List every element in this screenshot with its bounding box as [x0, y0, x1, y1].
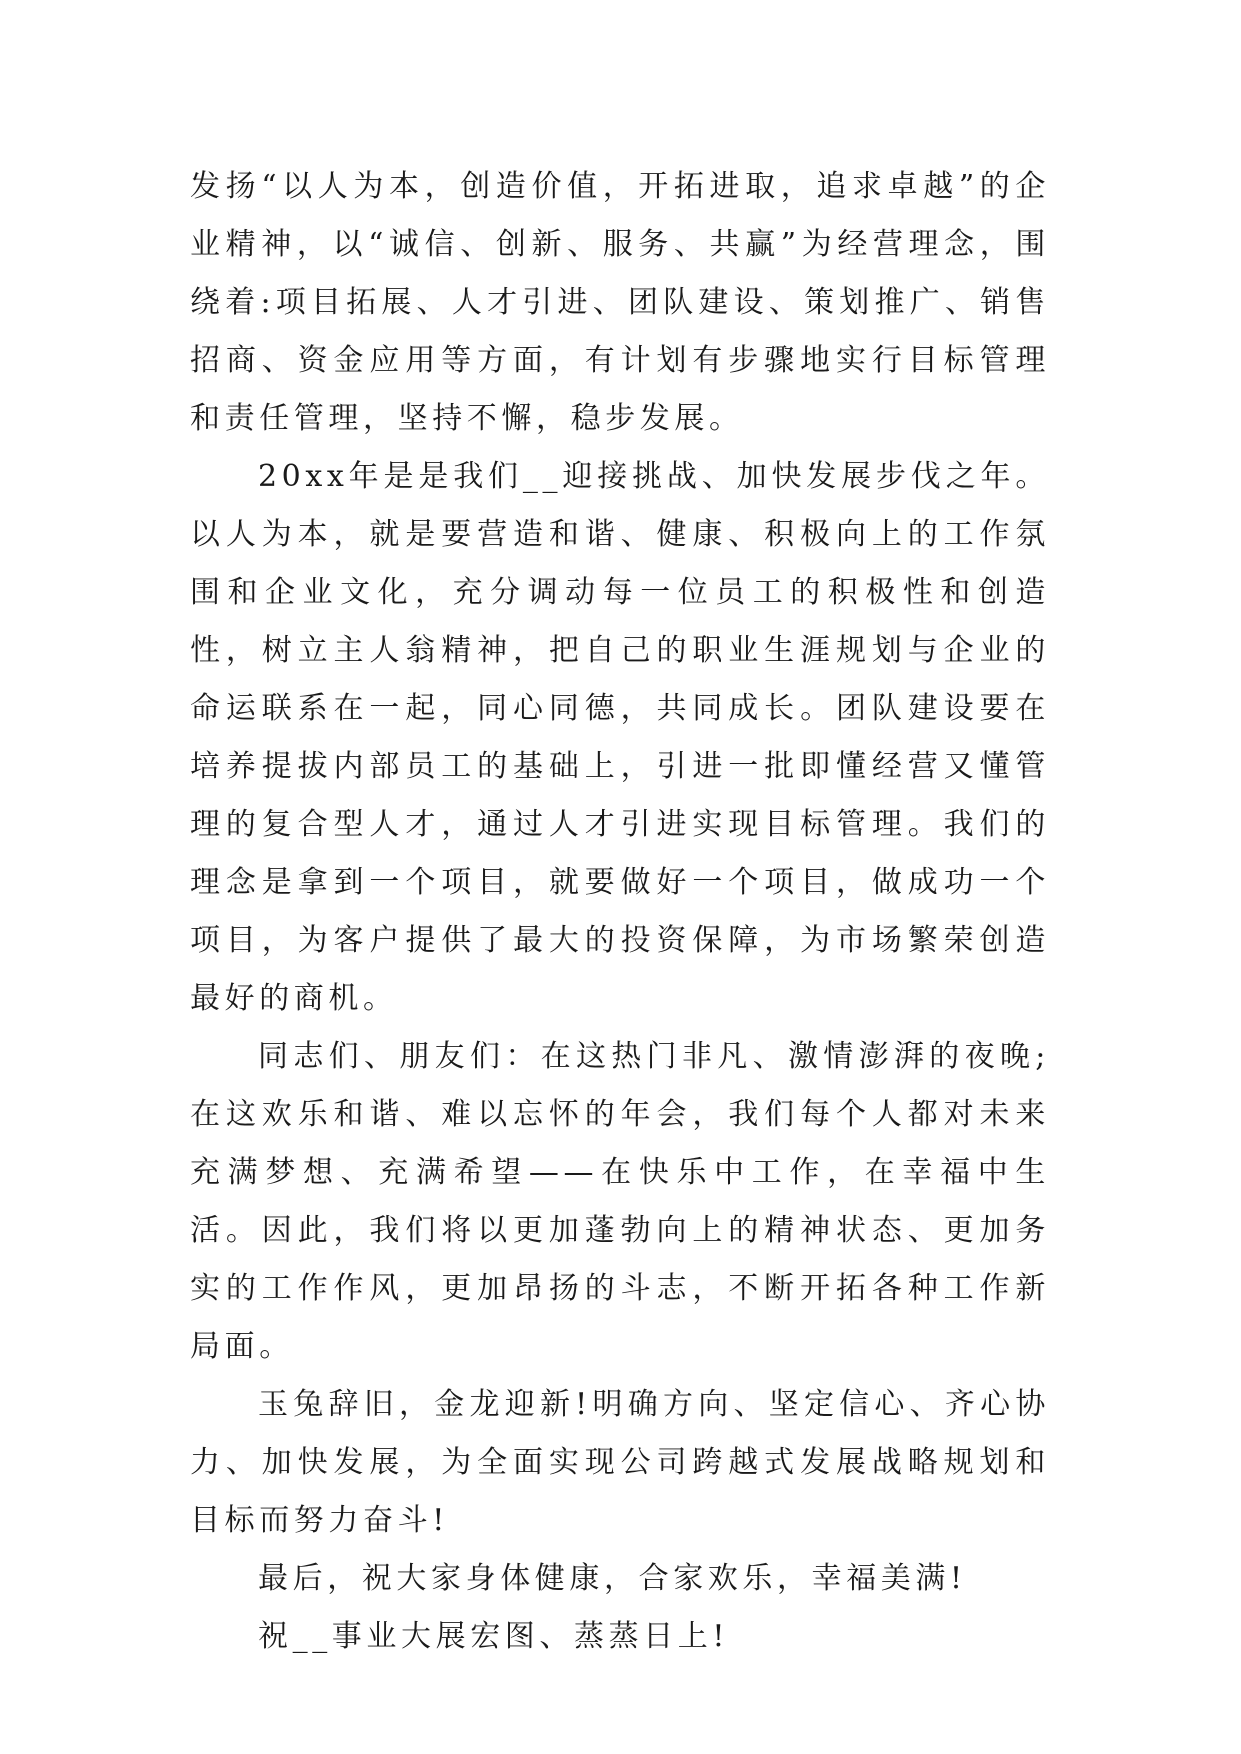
paragraph-continuation: 发扬“以人为本，创造价值，开拓进取，追求卓越”的企业精神，以“诚信、创新、服务、共赢”为经营理念，围绕着:项目拓展、人才引进、团队建设、策划推广、销售招商、资金应用等方面，有计划有步骤地实行目标管理和责任管理，坚持不懈，稳步发展。 — [190, 169, 1050, 436]
paragraph-new-year: 玉兔辞旧，金龙迎新!明确方向、坚定信心、齐心协力、加快发展，为全面实现公司跨越式发展战略规划和目标而努力奋斗! — [190, 1387, 1050, 1538]
paragraph-year-goals: 20xx年是是我们__迎接挑战、加快发展步伐之年。以人为本，就是要营造和谐、健康、积极向上的工作氛围和企业文化，充分调动每一位员工的积极性和创造性，树立主人翁精神，把自己的职业生涯规划与企业的命运联系在一起，同心同德，共同成长。团队建设要在培养提拔内部员工的基础上，引进一批即懂经营又懂管理的复合型人才，通过人才引进实现目标管理。我们的理念是拿到一个项目，就要做好一个项目，做成功一个项目，为客户提供了最大的投资保障，为市场繁荣创造最好的商机。 — [190, 459, 1050, 1016]
paragraph-wishes: 最后，祝大家身体健康，合家欢乐，幸福美满! — [258, 1561, 967, 1596]
document-body — [190, 158, 1050, 1666]
paragraph-closing: 祝__事业大展宏图、蒸蒸日上! — [258, 1619, 730, 1654]
paragraph-address-comrades: 同志们、朋友们：在这热门非凡、激情澎湃的夜晚;在这欢乐和谐、难以忘怀的年会，我们每个人都对未来充满梦想、充满希望——在快乐中工作，在幸福中生活。因此，我们将以更加蓬勃向上的精神状态、更加务实的工作作风，更加昂扬的斗志，不断开拓各种工作新局面。 — [190, 1039, 1050, 1364]
